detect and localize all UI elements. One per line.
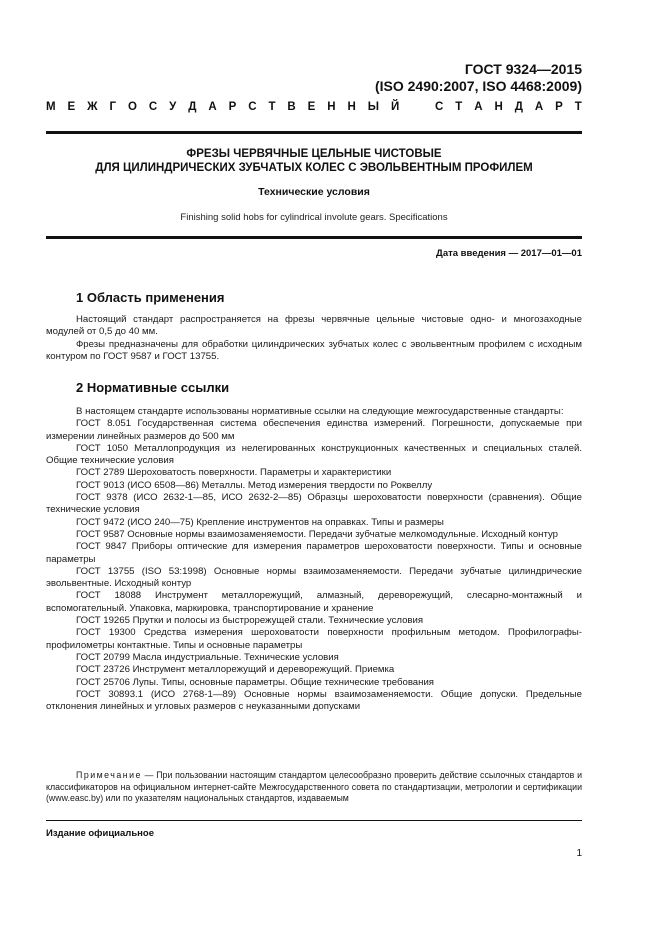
banner-letter: У [169, 101, 177, 113]
banner-letter: Е [307, 101, 316, 113]
note [46, 770, 582, 805]
reference-item: ГОСТ 19300 Средства измерения шероховатости поверхности профильным методом. Профилографы-профилометры контактные. Типы и основные параметры [46, 627, 582, 651]
gost-number: ГОСТ 9324—2015 [464, 61, 582, 77]
banner-letter: А [474, 101, 483, 113]
paragraph: В настоящем стандарте использованы нормативные ссылки на следующие межгосударственные стандарты: [76, 406, 564, 417]
banner-letter: Ы [367, 101, 380, 113]
introduction-date: Дата введения — 2017—01—01 [436, 248, 582, 259]
banner-letter: Р [555, 101, 563, 113]
banner-letter: А [208, 101, 217, 113]
iso-reference: (ISO 2490:2007, ISO 4468:2009) [374, 78, 582, 94]
banner-letter: Д [188, 101, 197, 113]
title-line-2: ДЛЯ ЦИЛИНДРИЧЕСКИХ ЗУБЧАТЫХ КОЛЕС С ЭВОЛЬВЕНТНЫМ ПРОФИЛЕМ [95, 162, 533, 174]
title-line-1: ФРЕЗЫ ЧЕРВЯЧНЫЕ ЦЕЛЬНЫЕ ЧИСТОВЫЕ [186, 148, 442, 160]
header-divider [46, 131, 582, 134]
note-label: Примечание [76, 770, 142, 780]
gost-designation [375, 61, 582, 95]
reference-item: ГОСТ 9587 Основные нормы взаимозаменяемости. Передачи зубчатые мелкомодульные. Исходный контур [76, 528, 559, 540]
reference-item: ГОСТ 20799 Масла индустриальные. Технические условия [76, 651, 339, 663]
section-1-body [46, 314, 582, 363]
banner-letter: Н [327, 101, 336, 113]
reference-item: ГОСТ 8.051 Государственная система обеспечения единства измерений. Погрешности, допускаемые при измерении линейных размеров до 500 мм [46, 418, 582, 442]
reference-item: ГОСТ 9847 Приборы оптические для измерения параметров шероховатости поверхности. Типы и основные параметры [46, 541, 582, 565]
reference-item: ГОСТ 30893.1 (ИСО 2768-1—89) Основные нормы взаимозаменяемости. Общие допуски. Предельные отклонения линейных и угловых размеров с неуказанными допусками [46, 688, 582, 713]
banner-letter: С [435, 101, 444, 113]
reference-item: ГОСТ 9378 (ИСО 2632-1—85, ИСО 2632-2—85) Образцы шероховатости поверхности (сравнения). Общие технические условия [46, 492, 582, 516]
official-edition-label: Издание официальное [46, 828, 154, 839]
banner-letter: Т [574, 101, 582, 113]
banner-letter: Т [455, 101, 463, 113]
page-number: 1 [576, 848, 582, 859]
footer-divider [46, 820, 582, 821]
reference-item: ГОСТ 13755 (ISO 53:1998) Основные нормы взаимозаменяемости. Передачи зубчатые цилиндрические эвольвентные. Исходный контур [46, 565, 582, 590]
banner-letter: Н [494, 101, 503, 113]
banner-letter: А [534, 101, 544, 113]
banner-letter: Д [514, 101, 523, 113]
banner-letter: Й [390, 101, 400, 113]
banner-letter: М [46, 101, 56, 113]
reference-item: ГОСТ 25706 Лупы. Типы, основные параметры. Общие технические требования [76, 676, 434, 688]
banner-letter: Р [228, 101, 237, 113]
banner-letter: Ж [87, 101, 98, 113]
section-2-heading: 2 Нормативные ссылки [76, 380, 230, 395]
title-divider [46, 236, 582, 239]
banner-letter: Н [347, 101, 356, 113]
section-2-body [46, 406, 582, 713]
paragraph: Настоящий стандарт распространяется на фрезы червячные цельные чистовые одно- и многозаходные модулей от 0,5 до 40 мм. [46, 314, 582, 338]
english-title: Finishing solid hobs for cylindrical involute gears. Specifications [180, 212, 448, 223]
reference-item: ГОСТ 23726 Инструмент металлорежущий и дереворежущий. Приемка [76, 664, 395, 676]
paragraph: Фрезы предназначены для обработки цилиндрических зубчатых колес с эвольвентным профилем с исходным контуром по ГОСТ 9587 и ГОСТ 13755. [46, 338, 582, 362]
reference-item: ГОСТ 2789 Шероховатость поверхности. Параметры и характеристики [76, 467, 392, 479]
note-text: — При пользовании настоящим стандартом целесообразно проверить действие ссылочных стандартов и классификаторов на официальном интернет-сайте Межгосударственного совета по стандартизации, метрологии и сертификации (www.easc.by) или по указателям национальных стандартов, издаваемым [46, 770, 582, 804]
banner-letter: Т [268, 101, 276, 113]
reference-item: ГОСТ 18088 Инструмент металлорежущий, алмазный, дереворежущий, слесарно-монтажный и вспомогательный. Упаковка, маркировка, транспортирование и хранение [46, 590, 582, 614]
banner-letter: С [248, 101, 257, 113]
reference-item: ГОСТ 9013 (ИСО 6508—86) Металлы. Метод измерения твердости по Роквеллу [76, 479, 433, 491]
banner-letter: В [287, 101, 296, 113]
reference-item: ГОСТ 19265 Прутки и полосы из быстрорежущей стали. Технические условия [76, 615, 424, 627]
interstate-standard-banner [46, 101, 582, 113]
banner-letter: Е [67, 101, 76, 113]
document-subtitle: Технические условия [258, 186, 370, 198]
reference-item: ГОСТ 1050 Металлопродукция из нелегированных конструкционных качественных и специальных сталей. Общие технические условия [46, 442, 582, 467]
document-title [46, 147, 582, 175]
banner-letter: О [127, 101, 137, 113]
section-1-heading: 1 Область применения [76, 290, 225, 305]
banner-letter: С [148, 101, 158, 113]
reference-item: ГОСТ 9472 (ИСО 240—75) Крепление инструментов на оправках. Типы и размеры [76, 516, 444, 528]
banner-letter: Г [109, 101, 117, 113]
